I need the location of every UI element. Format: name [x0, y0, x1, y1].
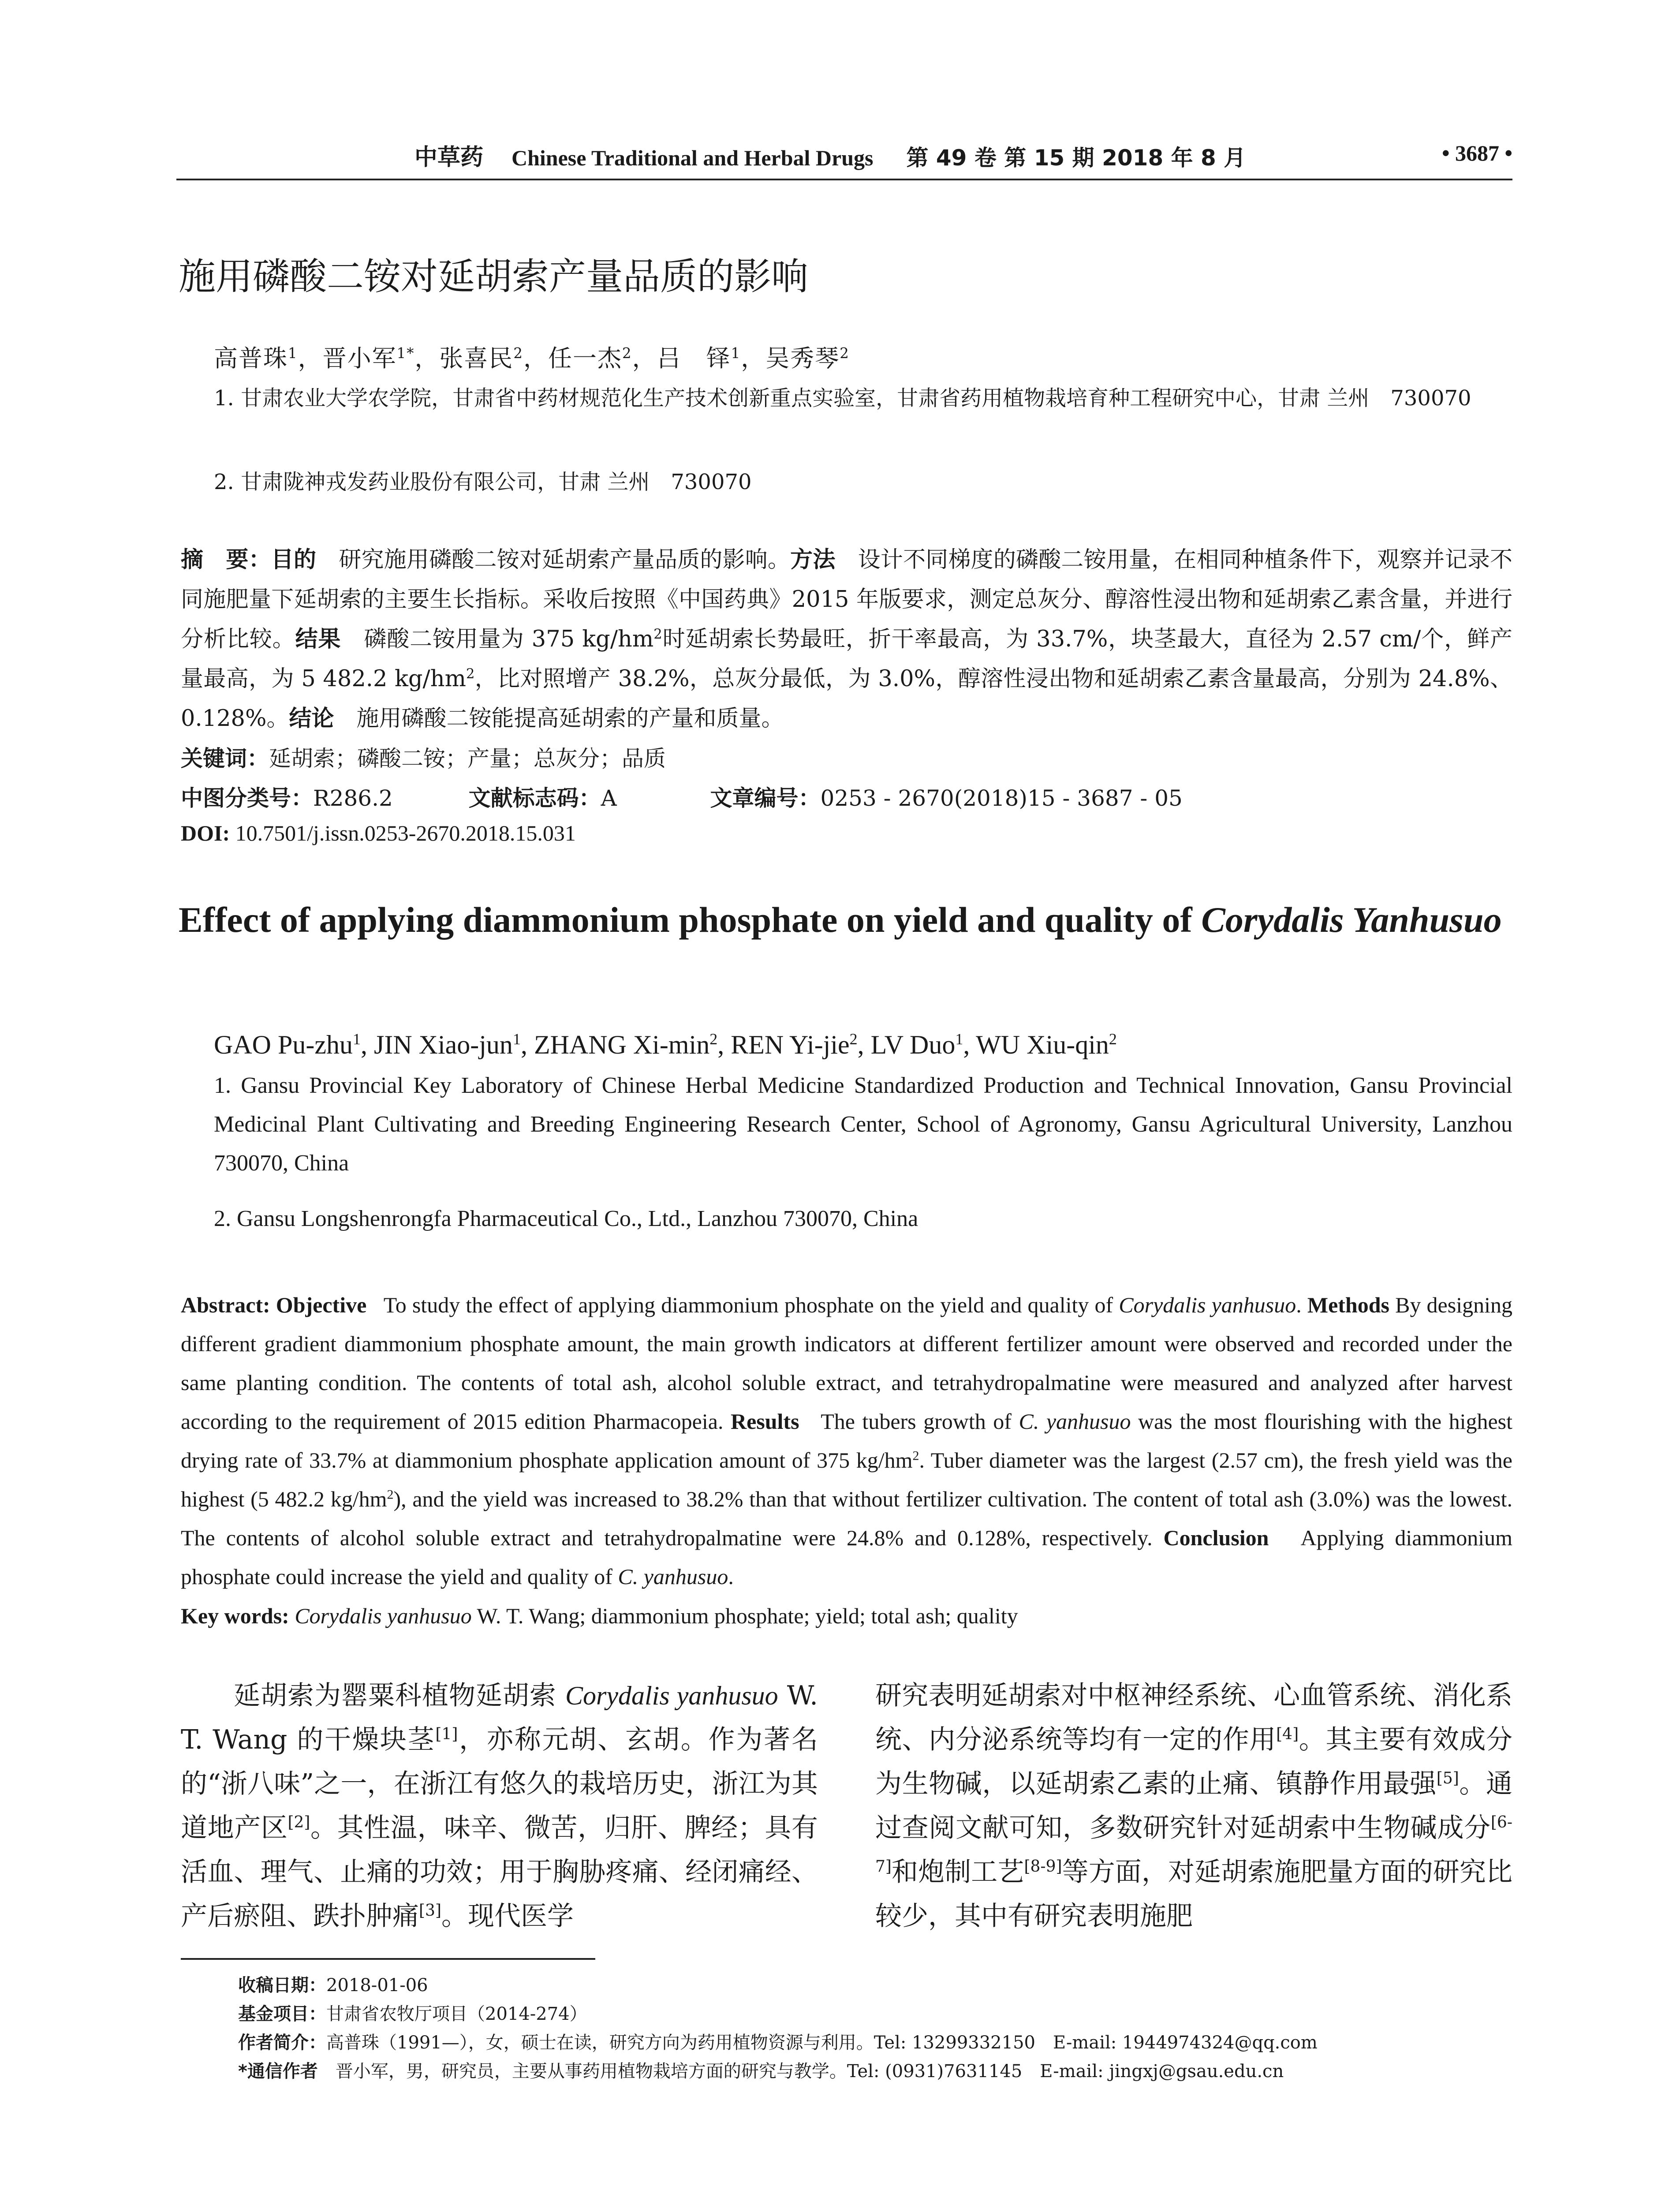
author-name: 晋小军 [322, 344, 397, 372]
affiliation-number: 2. [214, 1206, 231, 1231]
author-affiliation-mark: 1 [512, 1030, 521, 1048]
results-text: was the most flourishing with the highest drying rate of 33.7% at diammonium phosphate application amount of 375 kg/hm [181, 1409, 1512, 1472]
author-entry [374, 1030, 521, 1059]
author-affiliation-mark: 2 [622, 345, 632, 362]
species-name: Corydalis yanhusuo [1119, 1293, 1296, 1317]
author-name: 任一杰 [548, 344, 623, 372]
results-text: . Tuber diameter was the largest (2.57 cm), the fresh yield was the highest (5 482.2 kg/hm [181, 1448, 1512, 1511]
author-entry [657, 344, 741, 372]
journal-issue: 第 49 卷 第 15 期 2018 年 8 月 [906, 145, 1246, 171]
author-entry [214, 344, 298, 372]
author-entry [548, 344, 632, 372]
methods-text: 设计不同梯度的磷酸二铵用量，在相同种植条件下，观察并记录不同施肥量下延胡索的主要生长指标。采收后按照《中国药典》2015 年版要求，测定总灰分、醇溶性浸出物和延胡索乙素含量，并进行分析比较。 [181, 547, 1512, 652]
author-name: 吴秀琴 [765, 344, 840, 372]
body-column-left [181, 1674, 818, 1938]
body-text: 。现代医学 [441, 1901, 574, 1932]
received-date: 2018-01-06 [326, 1975, 428, 1996]
conclusion-text: 施用磷酸二铵能提高延胡索的产量和质量。 [356, 706, 784, 732]
footnote-corresponding [238, 2057, 1284, 2082]
article-no-value: 0253 - 2670(2018)15 - 3687 - 05 [820, 785, 1183, 811]
author-name: ZHANG Xi-min [534, 1030, 710, 1059]
authors-cn: 高普珠$^1$，晋小军$^{1*}$，张喜民$^2$，任一杰$^2$，吕 铎$^1$，吴秀琴$^2$ [214, 344, 850, 372]
footnote-author [238, 2029, 1318, 2054]
body-text: 和炮制工艺 [891, 1857, 1024, 1887]
author-entry [323, 344, 415, 372]
author-affiliation-mark: 1 [731, 345, 741, 362]
results-text: ), and the yield was increased to 38.2% than that without fertilizer cultivation. The content of total ash (3.0%) was the lowest. The contents of alcohol soluble extract and tetrahydropalmatine were 24.8% and 0.128%, respectively. [181, 1487, 1512, 1550]
author-name: GAO Pu-zhu [214, 1030, 353, 1059]
keywords-cn [181, 741, 666, 773]
corresponding-label: *通信作者 [238, 2061, 318, 2082]
journal-title: Chinese Traditional and Herbal Drugs [511, 146, 874, 170]
title-cn: 施用磷酸二铵对延胡索产量品质的影响 [179, 255, 809, 298]
methods-text: By designing different gradient diammonium phosphate amount, the main growth indicators at different fertilizer amount were observed and recorded under the same planting condition. The contents of total ash, alcohol soluble extract, and tetrahydropalmatine were measured and analyzed after harvest according to the requirement of 2015 edition Pharmacopeia. [181, 1293, 1512, 1434]
affiliation-text: 甘肃农业大学农学院，甘肃省中药材规范化生产技术创新重点实验室，甘肃省药用植物栽培育种工程研究中心，甘肃 兰州 730070 [241, 386, 1471, 411]
results-label: Results [730, 1409, 799, 1434]
doc-code-value: A [601, 785, 617, 811]
title-en-italic: Corydalis Yanhusuo [1201, 900, 1502, 940]
author-entry [214, 1030, 361, 1059]
conclusion-text: Applying diammonium phosphate could increase the yield and quality of [181, 1525, 1513, 1589]
objective-text: 研究施用磷酸二铵对延胡索产量品质的影响。 [339, 547, 791, 573]
body-text: 。其性温，味辛、微苦，归肝、脾经；具有活血、理气、止痛的功效；用于胸胁疼痛、经闭痛经、产后瘀阻、跌扑肿痛 [181, 1813, 818, 1932]
affiliation-text: Gansu Provincial Key Laboratory of Chinese Herbal Medicine Standardized Production and Technical Innovation, Gansu Provincial Medicinal Plant Cultivating and Breeding Engineering Research Center, School of Agronomy, Gansu Agricultural University, Lanzhou 730070, China [214, 1073, 1513, 1176]
results-text: 磷酸二铵用量为 375 kg/hm [364, 626, 654, 652]
citation-ref[interactable]: [8-9] [1024, 1857, 1062, 1876]
affiliation-en-2 [214, 1200, 1512, 1238]
body-column-right [875, 1674, 1512, 1938]
author-affiliation-mark: 2 [840, 345, 850, 362]
footnote-received [238, 1971, 428, 1996]
corresponding-text: 晋小军，男，研究员，主要从事药用植物栽培方面的研究与教学。Tel: (0931)7631145 E-mail: jingxj@gsau.edu.cn [335, 2061, 1284, 2082]
body-text: 延胡索为罂粟科植物延胡索 [234, 1680, 556, 1711]
superscript: 2 [912, 1448, 919, 1463]
author-affiliation-mark: 1 [352, 1030, 361, 1048]
affiliation-number: 1. [214, 1073, 231, 1098]
body-text: W. T. Wang 的干燥块茎 [181, 1680, 818, 1755]
author-affiliation-mark: 1 [955, 1030, 963, 1048]
keywords-en-text: W. T. Wang; diammonium phosphate; yield; total ash; quality [477, 1603, 1018, 1628]
conclusion-label: 结论 [289, 706, 334, 732]
author-name: LV Duo [870, 1030, 956, 1059]
keywords-text: 延胡索；磷酸二铵；产量；总灰分；品质 [269, 746, 666, 771]
affiliation-en-1 [214, 1066, 1512, 1183]
doi-line [181, 820, 576, 846]
conclusion-label: Conclusion [1163, 1525, 1269, 1550]
methods-label: 方法 [790, 547, 836, 573]
citation-ref[interactable]: [1] [435, 1725, 458, 1743]
article-no-label: 文章编号： [710, 785, 821, 811]
author-bio-text: 高普珠（1991—），女，硕士在读，研究方向为药用植物资源与利用。Tel: 13299332150 E-mail: 1944974324@qq.com [326, 2033, 1318, 2053]
abstract-cn [181, 540, 1512, 739]
author-affiliation-mark: 2 [709, 1030, 718, 1048]
author-affiliation-mark: 1 [288, 345, 298, 362]
species-name: Corydalis yanhusuo [295, 1603, 472, 1628]
header-rule [176, 179, 1512, 180]
clc-value: R286.2 [313, 785, 393, 811]
superscript: 2 [387, 1487, 394, 1502]
abstract-en: Abstract: Objective To study the effect of applying diammonium phosphate on the yield and quality of Corydalis yanhusuo. Methods By designing different gradient diammonium phosphate amount, the main growth indicators at different fertilizer amount were observed and recorded under the same planting condition. The contents of total ash, alcohol soluble extract, and tetrahydropalmatine were measured and analyzed after harvest according to the requirement of 2015 edition Pharmacopeia. Results The tubers growth of C. yanhusuo was the most flourishing with the highest drying rate of 33.7% at diammonium phosphate application amount of 375 $kg/hm^2$. Tuber diameter was the largest (2.57 cm), the fresh yield was the highest (5 482.2 $kg/hm^2$), and the yield was increased to 38.2% than that without fertilizer cultivation. The content of total ash (3.0%) was the lowest. The contents of alcohol soluble extract and tetrahydropalmatine were 24.8% and 0.128%, respectively. Conclusion Applying diammonium phosphate could increase the yield and quality of C. yanhusuo. [181, 1293, 1513, 1589]
author-entry [871, 1030, 963, 1059]
journal-logo: 中草药 [414, 144, 484, 171]
results-text: ，比对照增产 38.2%，总灰分最低，为 3.0%，醇溶性浸出物和延胡索乙素含量最高，分别为 24.8%、0.128%。 [181, 666, 1512, 732]
author-name: WU Xiu-qin [976, 1030, 1109, 1059]
citation-ref[interactable]: [5] [1436, 1769, 1459, 1787]
author-name: REN Yi-jie [731, 1030, 850, 1059]
authors-en: GAO Pu-zhu$^1$, JIN Xiao-jun$^1$, ZHANG $Xi-\min^2$, REN Yi-jie$^2$, LV Duo$^1$, WU Xiu-qin$^2$ [214, 1030, 1117, 1059]
keywords-en-label: Key words: [181, 1603, 289, 1628]
results-text: 时延胡索长势最旺，折干率最高，为 33.7%，块茎最大，直径为 2.57 cm/个，鲜产量最高，为 5 482.2 kg/hm [181, 626, 1512, 692]
doi-label: DOI: [181, 821, 230, 845]
species-name: C. yanhusuo [618, 1564, 728, 1589]
superscript: 2 [653, 627, 662, 642]
affiliation-number: 2. [214, 470, 234, 494]
doi-link[interactable]: 10.7501/j.issn.0253-2670.2018.15.031 [235, 821, 576, 845]
affiliation-cn-1 [214, 379, 1512, 417]
title-en-main: Effect of applying diammonium phosphate on yield and quality of [179, 900, 1192, 940]
body-text: 。其主要有效成分为生物碱，以延胡索乙素的止痛、镇静作用最强 [875, 1724, 1513, 1799]
journal-name [511, 140, 1246, 172]
citation-ref[interactable]: [2] [287, 1813, 310, 1831]
affiliation-text: 甘肃陇神戎发药业股份有限公司，甘肃 兰州 730070 [241, 470, 752, 494]
author-entry [731, 1030, 857, 1059]
received-label: 收稿日期： [238, 1975, 326, 1996]
superscript: 2 [466, 666, 475, 682]
objective-text: To study the effect of applying diammonium phosphate on the yield and quality of [383, 1293, 1113, 1317]
species-name: C. yanhusuo [1019, 1409, 1131, 1434]
abstract-en-label: Abstract: Objective [181, 1293, 367, 1317]
affiliation-number: 1. [214, 386, 234, 411]
keywords-en [181, 1596, 1512, 1635]
footnote-rule [181, 1958, 595, 1960]
footnote-fund [238, 2000, 587, 2025]
body-text: ，亦称元胡、玄胡。作为著名的“浙八味”之一，在浙江有悠久的栽培历史，浙江为其道地产区 [181, 1724, 818, 1843]
author-name: 张喜民 [439, 344, 514, 372]
author-entry [765, 344, 850, 372]
results-label: 结果 [295, 626, 341, 652]
clc-label: 中图分类号： [181, 785, 313, 811]
page-number: • 3687 • [1441, 141, 1512, 165]
body-text: 等方面，对延胡索施肥量方面的研究比较少，其中有研究表明施肥 [875, 1857, 1513, 1932]
running-header [176, 140, 1512, 176]
author-bio-label: 作者简介： [238, 2033, 326, 2053]
results-text: The tubers growth of [821, 1409, 1012, 1434]
author-name: JIN Xiao-jun [373, 1030, 513, 1059]
author-name: 高普珠 [214, 344, 288, 372]
author-affiliation-mark: 1* [396, 345, 415, 362]
author-affiliation-mark: 2 [849, 1030, 858, 1048]
author-entry [976, 1030, 1117, 1059]
author-name: 吕 铎 [657, 344, 731, 372]
citation-ref[interactable]: [6-7] [875, 1813, 1512, 1876]
affiliation-text: Gansu Longshenrongfa Pharmaceutical Co., Ltd., Lanzhou 730070, China [237, 1206, 918, 1231]
classification-line [181, 781, 1183, 812]
keywords-label: 关键词： [181, 746, 269, 771]
fund-label: 基金项目： [238, 2004, 326, 2024]
affiliation-cn-2 [214, 463, 1512, 501]
methods-label: Methods [1307, 1293, 1389, 1317]
abstract-label: 摘 要： [181, 547, 271, 573]
title-en [179, 895, 1515, 945]
author-entry [534, 1030, 717, 1059]
citation-ref[interactable]: [4] [1276, 1725, 1299, 1743]
doc-code-label: 文献标志码： [468, 785, 601, 811]
author-affiliation-mark: 2 [513, 345, 524, 362]
objective-label: 目的 [271, 547, 317, 573]
fund-text: 甘肃省农牧厅项目（2014-274） [326, 2004, 587, 2024]
author-affiliation-mark: 2 [1109, 1030, 1117, 1048]
species-name: Corydalis yanhusuo [565, 1681, 778, 1710]
citation-ref[interactable]: [3] [419, 1902, 441, 1920]
body-text: 。通过查阅文献可知，多数研究针对延胡索中生物碱成分 [875, 1768, 1512, 1843]
body-text: 研究表明延胡索对中枢神经系统、心血管系统、消化系统、内分泌系统等均有一定的作用 [875, 1680, 1512, 1755]
author-entry [439, 344, 523, 372]
